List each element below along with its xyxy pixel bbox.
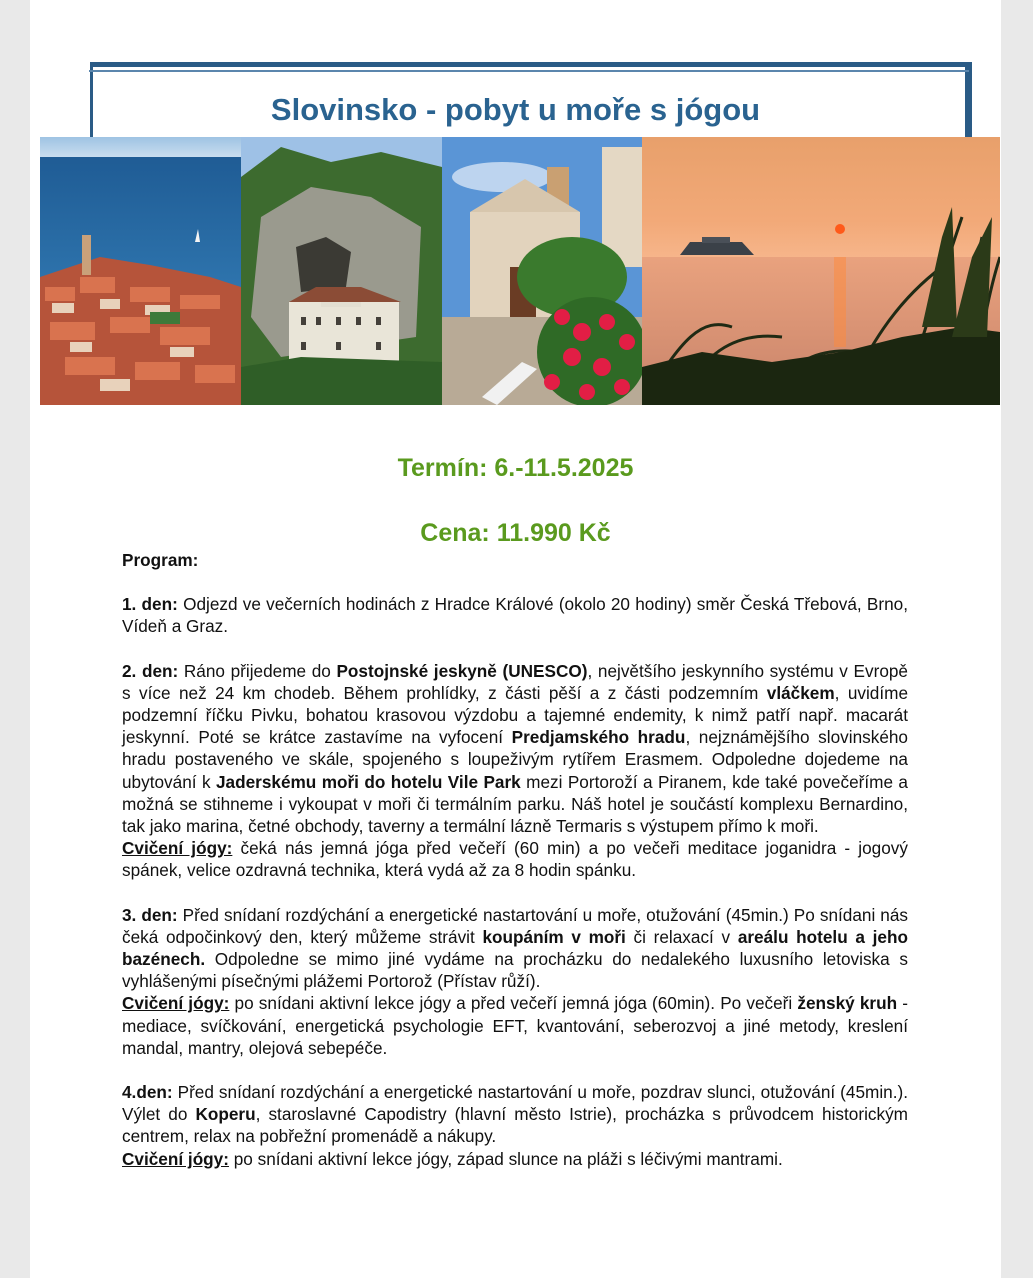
day-3-label: 3. den: — [122, 904, 178, 925]
sunset-sea-photo — [642, 137, 1000, 405]
predjama-castle-photo — [241, 137, 442, 405]
program-content — [122, 549, 908, 1170]
day-4-yoga: Cvičení jógy: po snídani aktivní lekce jógy, západ slunce na pláži s léčivými mantrami. — [122, 1148, 783, 1169]
piran-coast-photo — [40, 137, 241, 405]
price: Cena: 11.990 Kč — [420, 519, 611, 547]
day-1: 1. den: Odjezd ve večerních hodinách z Hradce Králové (okolo 20 hodiny) směr Česká Třebová, Brno, Vídeň a Graz. — [122, 594, 908, 637]
day-2-yoga: Cvičení jógy: čeká nás jemná jóga před večeří (60 min) a po večeři meditace joganidra - jogový spánek, velice ozdravná technika, která vydá až za 8 hodin spánku. — [122, 838, 908, 881]
day-4: 4.den: Před snídaní rozdýchání a energetické nastartování u moře, pozdrav slunci, otužování (45min.). Výlet do Koperu, staroslavné Capodistry (hlavní město Istrie), procházka s průvodcem historickým centrem, relax na pobřežní promenádě a nákupy. — [122, 1082, 908, 1147]
yoga-label: Cvičení jógy: — [122, 838, 233, 859]
program-label: Program: — [122, 550, 199, 570]
photo-strip — [40, 137, 1000, 405]
day-1-label: 1. den: — [122, 594, 178, 615]
yoga-label: Cvičení jógy: — [122, 993, 230, 1014]
day-3: 3. den: Před snídaní rozdýchání a energetické nastartování u moře, otužování (45min.) Po snídani nás čeká odpočinkový den, který můžeme strávit koupáním v moři či relaxací v areálu hotelu a jeho bazénech. Odpoledne se mimo jiné vydáme na procházku do nedalekého luxusního letoviska s vyhlášenými písečnými plážemi Portorož (Přístav růží). — [122, 904, 909, 992]
yoga-label: Cvičení jógy: — [122, 1148, 229, 1169]
document-page — [30, 0, 1001, 1278]
day-3-yoga: Cvičení jógy: po snídani aktivní lekce jógy a před večeří jemná jóga (60min). Po večeři ženský kruh - mediace, svíčkování, energetická psychologie EFT, kvantování, seberozvoj a jiné metody, kreslení mandal, mantry, olejová sebepéče. — [122, 993, 909, 1058]
day-4-label: 4.den: — [122, 1082, 173, 1103]
day-2-label: 2. den: — [122, 660, 179, 681]
page-title: Slovinsko - pobyt u moře s jógou — [270, 92, 761, 127]
church-flowers-photo — [442, 137, 642, 405]
day-2: 2. den: Ráno přijedeme do Postojnské jeskyně (UNESCO), největšího jeskynního systému v Evropě s více než 24 km chodeb. Během prohlídky, z části pěší a z části podzemním vláčkem, uvidíme podzemní říčku Pivku, bohatou krasovou výzdobu a tajemné endemity, k nimž patří např. macarát jeskynní. Poté se krátce zastavíme na vyfocení Predjamského hradu, nejznámějšího slovinského hradu postaveného ve skále, spojeného s loupeživým rytířem Erasmem. Odpoledne dojedeme na ubytování k Jaderskému moři do hotelu Vile Park mezi Portoroží a Piranem, kde také povečeříme a možná se stihneme i vykoupat v moři či termálním parku. Náš hotel je součástí komplexu Bernardino, tak jako marina, četné obchody, taverny a termální lázně Termaris s výstupem přímo k moři. — [122, 660, 909, 837]
term-date: Termín: 6.-11.5.2025 — [397, 454, 634, 482]
